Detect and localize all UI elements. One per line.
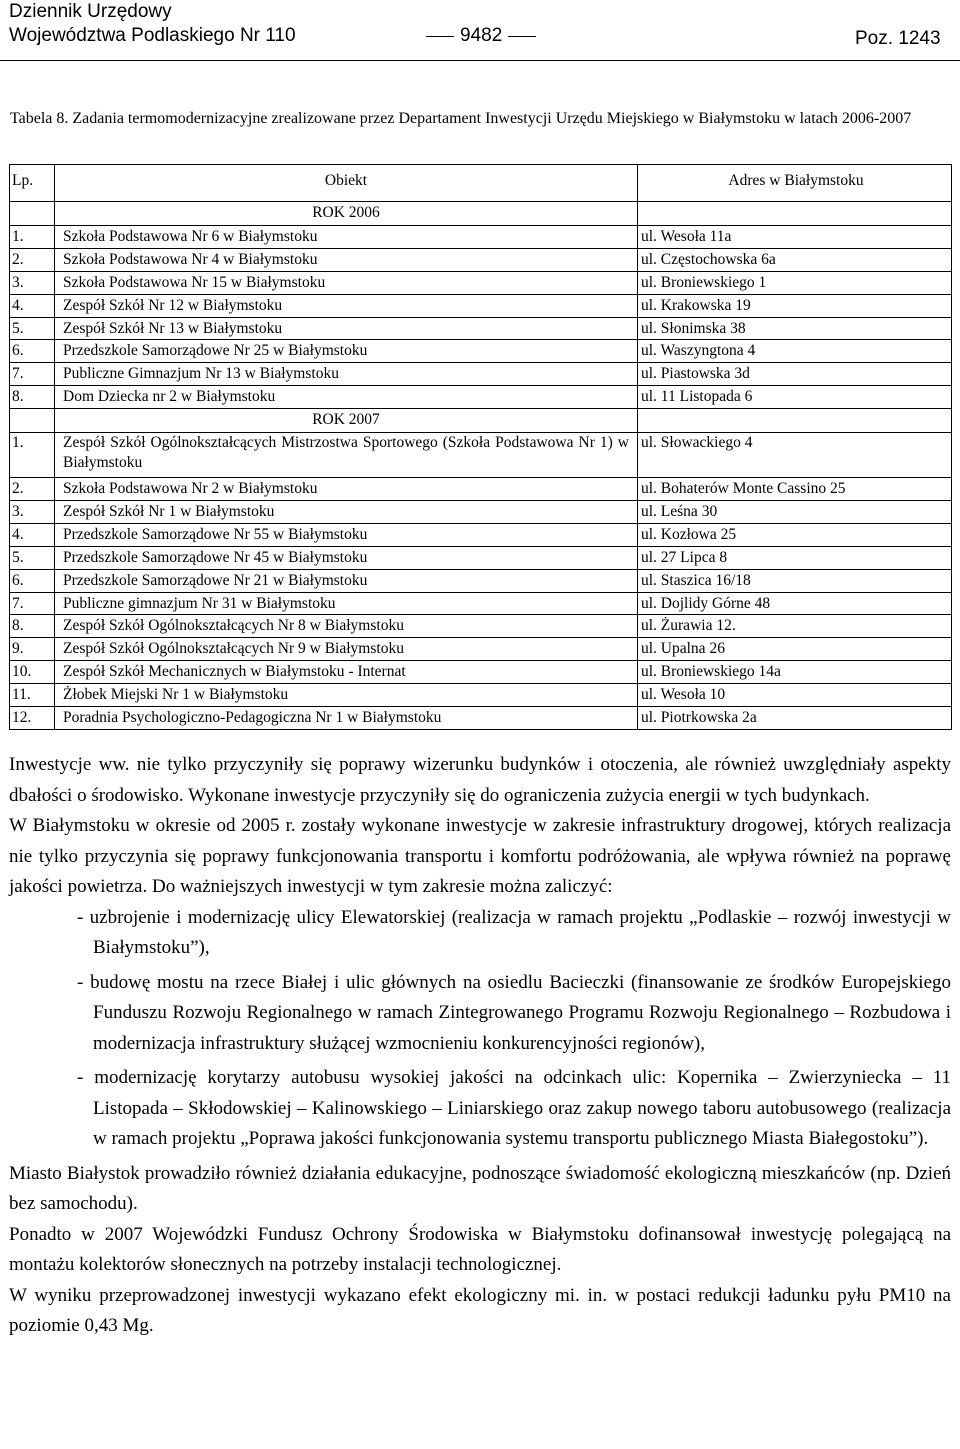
row-object: Przedszkole Samorządowe Nr 25 w Białymstoku — [54, 340, 637, 362]
document-body — [9, 750, 951, 1342]
table-row — [9, 294, 952, 317]
row-object: Szkoła Podstawowa Nr 6 w Białymstoku — [54, 226, 637, 248]
header-address: Adres w Białymstoku — [637, 165, 952, 201]
row-number: 1. — [9, 433, 54, 477]
year-label: ROK 2007 — [54, 409, 637, 432]
header-rule — [0, 60, 960, 61]
table-row — [9, 614, 952, 637]
year-row — [9, 408, 952, 432]
table-row — [9, 706, 952, 730]
row-object: Zespół Szkół Nr 13 w Białymstoku — [54, 318, 637, 340]
row-object: Zespół Szkół Ogólnokształcących Mistrzostwa Sportowego (Szkoła Podstawowa Nr 1) w Białymstoku — [54, 433, 637, 477]
row-object: Dom Dziecka nr 2 w Białymstoku — [54, 386, 637, 408]
row-object: Publiczne gimnazjum Nr 31 w Białymstoku — [54, 593, 637, 615]
journal-subtitle: Województwa Podlaskiego Nr 110 — [9, 25, 296, 46]
list-item: - uzbrojenie i modernizację ulicy Elewatorskiej (realizacja w ramach projektu „Podlaskie – rozwój inwestycji w Białymstoku”), — [77, 906, 951, 958]
row-address: ul. Wesoła 11a — [637, 226, 952, 248]
table-row — [9, 271, 952, 294]
row-object: Przedszkole Samorządowe Nr 21 w Białymstoku — [54, 570, 637, 592]
row-number: 11. — [9, 684, 54, 706]
year-empty-cell — [9, 202, 54, 225]
row-address: ul. Upalna 26 — [637, 638, 952, 660]
row-address: ul. Słowackiego 4 — [637, 433, 952, 477]
row-number: 4. — [9, 524, 54, 546]
row-address: ul. Wesoła 10 — [637, 684, 952, 706]
row-address: ul. Waszyngtona 4 — [637, 340, 952, 362]
paragraph-5: W wyniku przeprowadzonej inwestycji wykazano efekt ekologiczny mi. in. w postaci redukcji ładunku pyłu PM10 na poziomie 0,43 Mg. — [9, 1284, 951, 1336]
paragraph-1: Inwestycje ww. nie tylko przyczyniły się poprawy wizerunku budynków i otoczenia, ale również uwzględniały aspekty dbałości o środowisko. Wykonane inwestycje przyczyniły się do ograniczenia zużycia energii w tych budynkach. — [9, 754, 951, 806]
row-object: Zespół Szkół Nr 12 w Białymstoku — [54, 295, 637, 317]
row-number: 2. — [9, 478, 54, 500]
header-lp: Lp. — [9, 165, 54, 201]
row-address: ul. 27 Lipca 8 — [637, 547, 952, 569]
row-number: 7. — [9, 363, 54, 385]
row-address: ul. Częstochowska 6a — [637, 249, 952, 271]
page-number-block — [420, 24, 542, 48]
row-object: Zespół Szkół Ogólnokształcących Nr 9 w Białymstoku — [54, 638, 637, 660]
year-empty-cell — [9, 409, 54, 432]
row-number: 12. — [9, 707, 54, 729]
row-address: ul. Piastowska 3d — [637, 363, 952, 385]
row-address: ul. Leśna 30 — [637, 501, 952, 523]
page-number: 9482 — [460, 25, 503, 46]
table-row — [9, 339, 952, 362]
row-number: 2. — [9, 249, 54, 271]
row-number: 1. — [9, 226, 54, 248]
page-header — [0, 0, 960, 60]
paragraph-4: Ponadto w 2007 Wojewódzki Fundusz Ochrony Środowiska w Białymstoku dofinansował inwestycję polegającą na montażu kolektorów słonecznych na potrzeby instalacji technologicznej. — [9, 1223, 951, 1275]
row-number: 6. — [9, 340, 54, 362]
row-object: Przedszkole Samorządowe Nr 55 w Białymstoku — [54, 524, 637, 546]
row-number: 5. — [9, 318, 54, 340]
paragraph-2: W Białymstoku w okresie od 2005 r. zostały wykonane inwestycje w zakresie infrastruktury drogowej, których realizacja nie tylko przyczynia się poprawy funkcjonowania transportu i komfortu podróżowania, ale wpływa również na poprawę jakości powietrza. Do ważniejszych inwestycji w tym zakresie można zaliczyć: — [9, 815, 951, 897]
paragraph-3: Miasto Białystok prowadziło również działania edukacyjne, podnoszące świadomość ekologiczną mieszkańców (np. Dzień bez samochodu). — [9, 1162, 951, 1214]
list-item: - budowę mostu na rzece Białej i ulic głównych na osiedlu Bacieczki (finansowanie ze środków Europejskiego Funduszu Rozwoju Regionalnego w ramach Zintegrowanego Programu Rozwoju Regionalnego – Rozbudowa i modernizacja infrastruktury służącej wzmocnieniu konkurencyjności regionów), — [77, 971, 951, 1054]
table-row — [9, 500, 952, 523]
row-number: 6. — [9, 570, 54, 592]
table-row — [9, 477, 952, 500]
row-object: Szkoła Podstawowa Nr 15 w Białymstoku — [54, 272, 637, 294]
row-number: 4. — [9, 295, 54, 317]
row-object: Zespół Szkół Mechanicznych w Białymstoku - Internat — [54, 661, 637, 683]
investment-list — [9, 903, 951, 1155]
year-empty-cell — [637, 409, 952, 432]
row-object: Poradnia Psychologiczno-Pedagogiczna Nr 1 w Białymstoku — [54, 707, 637, 729]
row-address: ul. Broniewskiego 14a — [637, 661, 952, 683]
table-row — [9, 546, 952, 569]
row-address: ul. Słonimska 38 — [637, 318, 952, 340]
table-row — [9, 362, 952, 385]
year-empty-cell — [637, 202, 952, 225]
year-label: ROK 2006 — [54, 202, 637, 225]
table-row — [9, 683, 952, 706]
table-row — [9, 637, 952, 660]
table-caption: Tabela 8. Zadania termomodernizacyjne zrealizowane przez Departament Inwestycji Urzędu Miejskiego w Białymstoku w latach 2006-2007 — [10, 110, 912, 127]
row-address: ul. Dojlidy Górne 48 — [637, 593, 952, 615]
table-header-row — [9, 164, 952, 201]
row-number: 3. — [9, 501, 54, 523]
list-item: - modernizację korytarzy autobusu wysokiej jakości na odcinkach ulic: Kopernika – Zwierzyniecka – 11 Listopada – Skłodowskiej – Kalinowskiego – Liniarskiego oraz zakup nowego taboru autobusowego (realizacja w ramach projektu „Poprawa jakości funkcjonowania systemu transportu publicznego Miasta Białegostoku”). — [77, 1067, 951, 1149]
row-object: Zespół Szkół Ogólnokształcących Nr 8 w Białymstoku — [54, 615, 637, 637]
row-number: 10. — [9, 661, 54, 683]
dash-right — [508, 36, 536, 37]
row-address: ul. Krakowska 19 — [637, 295, 952, 317]
table-row — [9, 385, 952, 408]
table-row — [9, 317, 952, 340]
row-number: 8. — [9, 615, 54, 637]
row-number: 7. — [9, 593, 54, 615]
row-number: 8. — [9, 386, 54, 408]
row-object: Szkoła Podstawowa Nr 4 w Białymstoku — [54, 249, 637, 271]
row-number: 5. — [9, 547, 54, 569]
header-object: Obiekt — [54, 165, 637, 201]
row-address: ul. Piotrkowska 2a — [637, 707, 952, 729]
row-address: ul. 11 Listopada 6 — [637, 386, 952, 408]
row-address: ul. Kozłowa 25 — [637, 524, 952, 546]
table-row — [9, 569, 952, 592]
row-number: 9. — [9, 638, 54, 660]
row-object: Zespół Szkół Nr 1 w Białymstoku — [54, 501, 637, 523]
table-row — [9, 248, 952, 271]
row-object: Publiczne Gimnazjum Nr 13 w Białymstoku — [54, 363, 637, 385]
row-address: ul. Staszica 16/18 — [637, 570, 952, 592]
row-address: ul. Broniewskiego 1 — [637, 272, 952, 294]
row-address: ul. Bohaterów Monte Cassino 25 — [637, 478, 952, 500]
journal-title: Dziennik Urzędowy — [9, 1, 172, 22]
dash-left — [426, 36, 454, 37]
row-object: Żłobek Miejski Nr 1 w Białymstoku — [54, 684, 637, 706]
investment-table — [9, 164, 952, 730]
table-row — [9, 660, 952, 683]
table-row — [9, 432, 952, 477]
table-row — [9, 523, 952, 546]
row-address: ul. Żurawia 12. — [637, 615, 952, 637]
year-row — [9, 201, 952, 225]
row-object: Przedszkole Samorządowe Nr 45 w Białymstoku — [54, 547, 637, 569]
position-number: Poz. 1243 — [855, 28, 941, 49]
row-object: Szkoła Podstawowa Nr 2 w Białymstoku — [54, 478, 637, 500]
row-number: 3. — [9, 272, 54, 294]
table-row — [9, 225, 952, 248]
table-row — [9, 592, 952, 615]
